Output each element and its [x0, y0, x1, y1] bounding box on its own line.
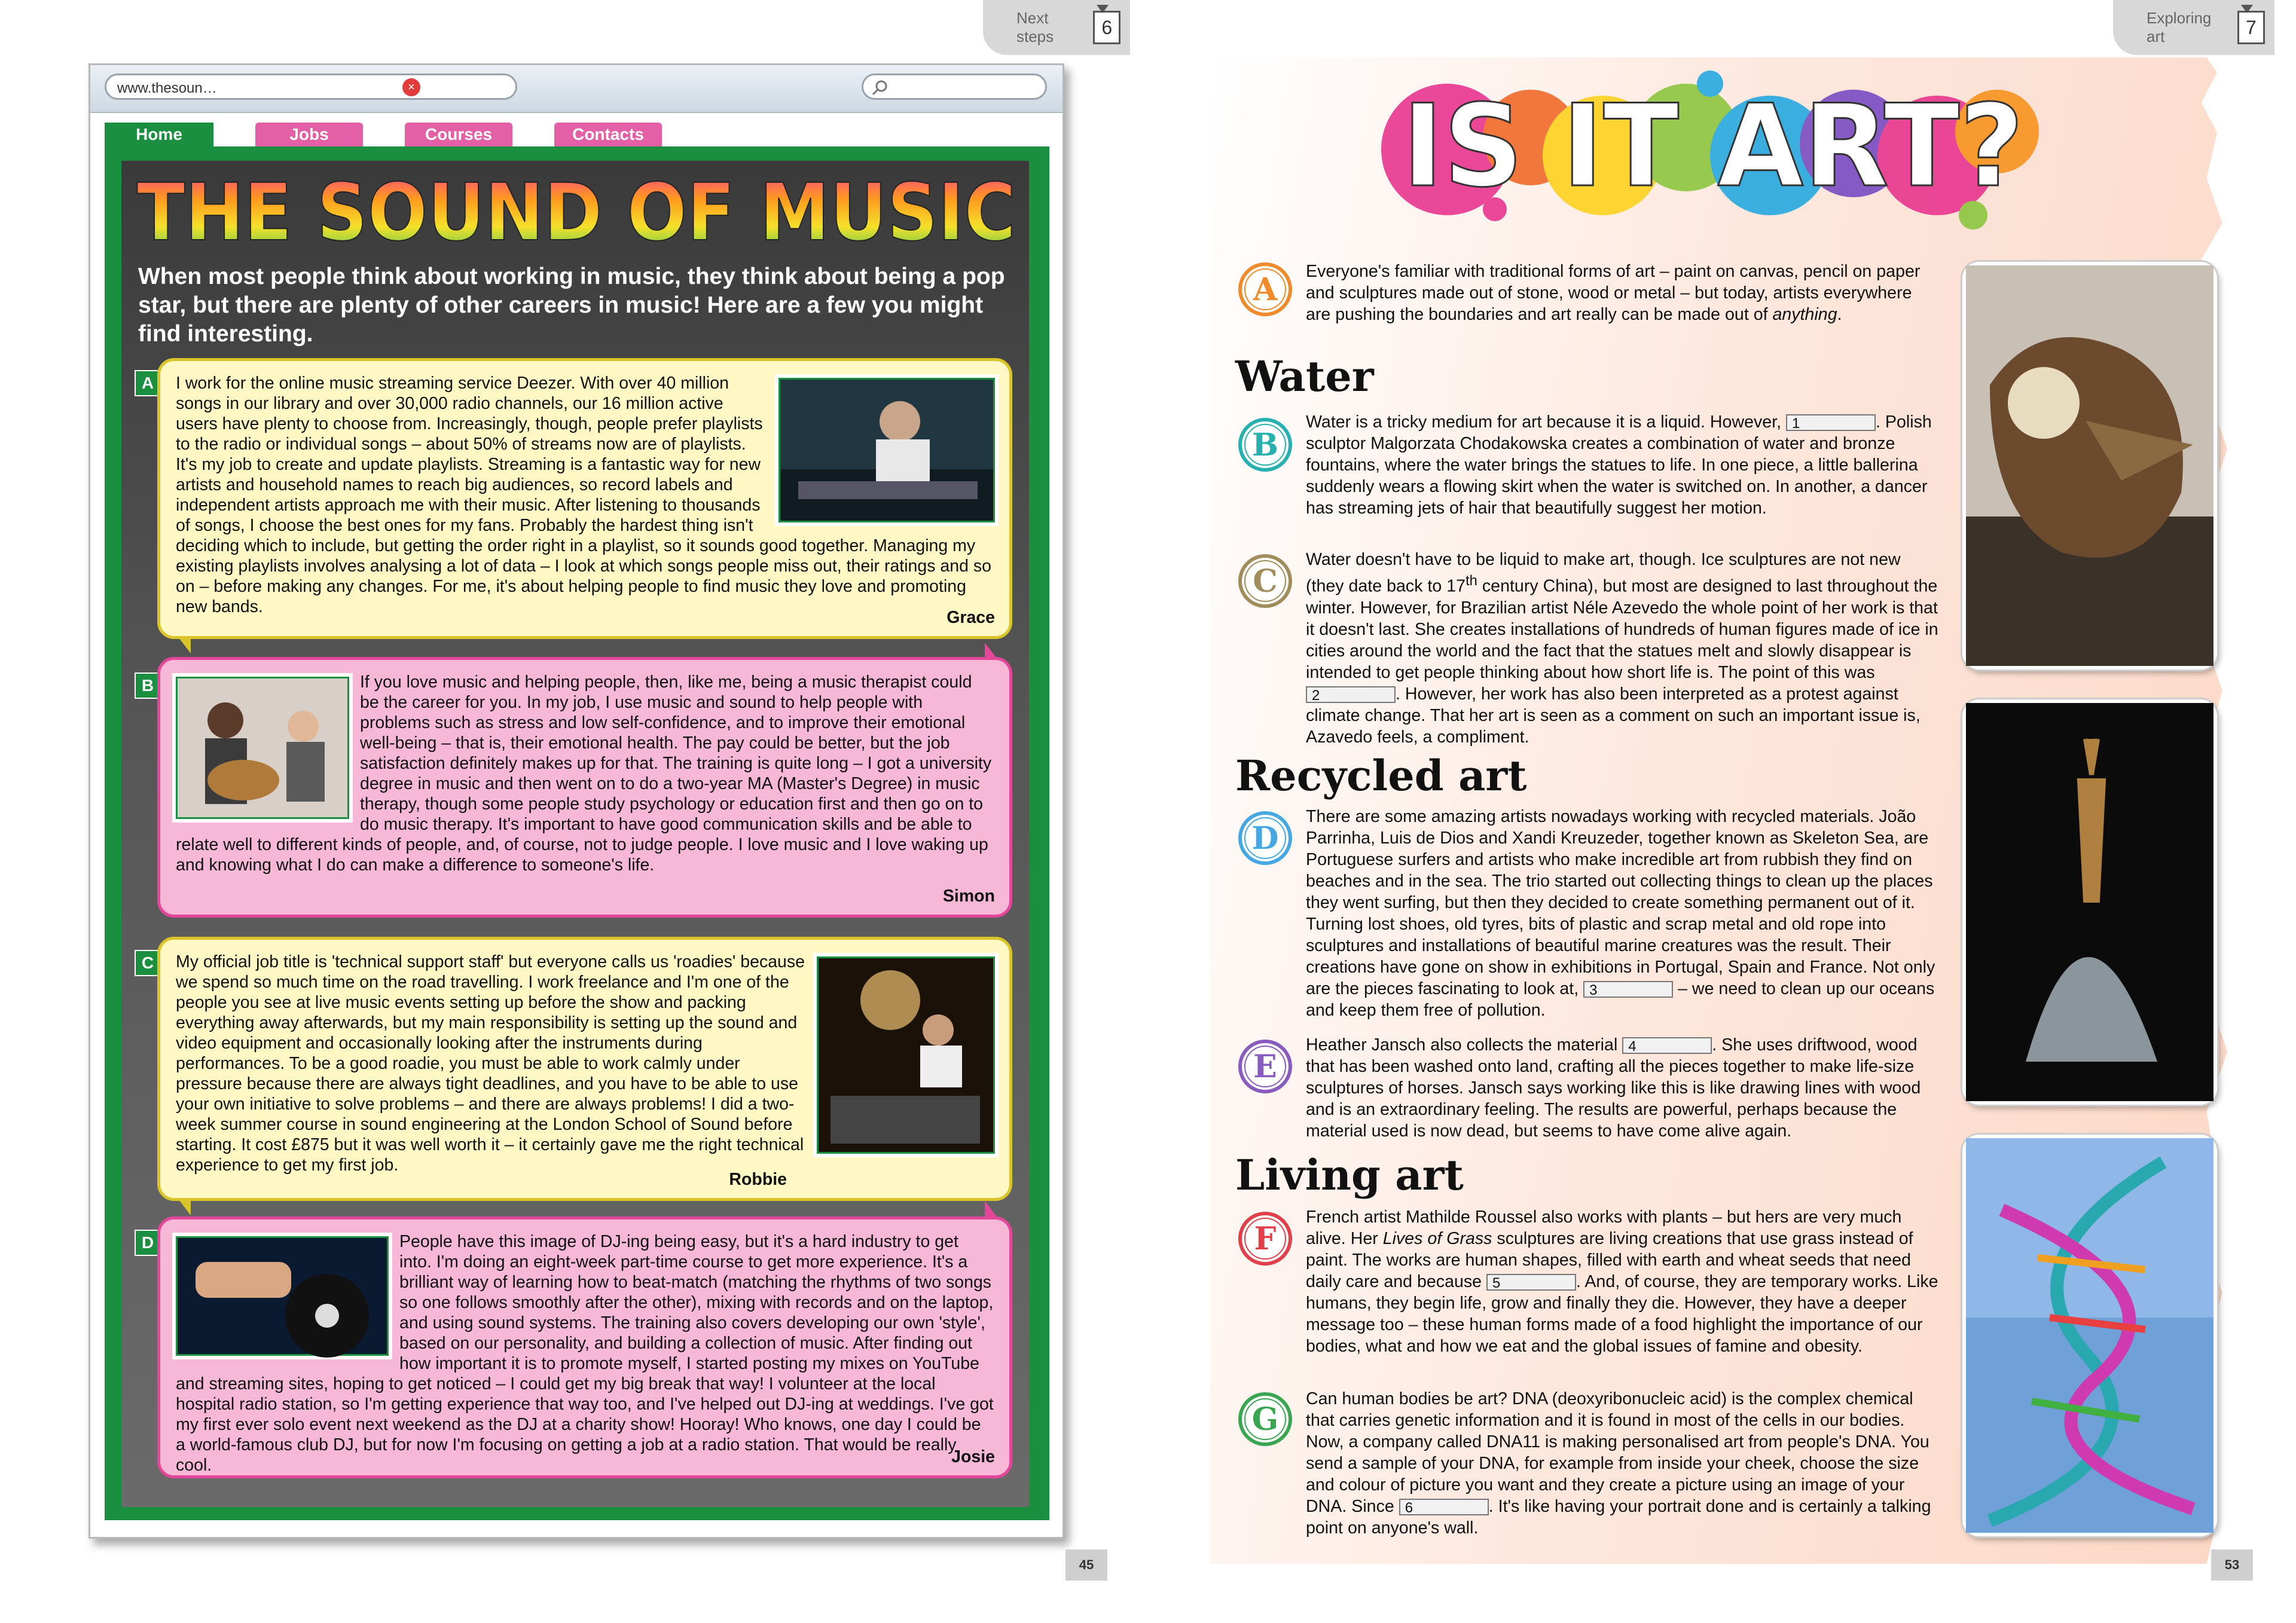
post-c-author: Robbie — [729, 1170, 787, 1189]
paragraph-b: Water is a tricky medium for art because it is a liquid. However, 1 . Polish sculptor Malgorzata Chodakowska creates a combination of water and bronze fountains, where the water brings the statues to life. In one piece, a little ballerina suddenly wears a flowing skirt when the water is switched on. In another, a dancer has streaming jets of hair that beautifully suggest her motion. — [1306, 412, 1932, 518]
post-label-d: D — [135, 1230, 161, 1256]
post-b-text: If you love music and helping people, then, like me, being a music therapist could be the career for you. In my job, I use music and sound to help people with problems such as stress and low self-confidence, and to improve their emotional well-being – that is, their emotional health. The pay could be better, but the job satisfaction definitely makes up for that. The training is quite long – I got a university degree in music and then went on to do a two-year MA (Master's Degree) in music therapy, though some people study psychology or education first and then go on to do music therapy. It's important to have good communication skills and be able to relate well to different kinds of people, and, of course, not to judge people. I love music and I love waking up and knowing what I do can make a difference to someone's life. — [176, 673, 992, 875]
svg-text:THE SOUND OF MUSIC: THE SOUND OF MUSIC — [137, 167, 1016, 259]
close-icon[interactable]: × — [402, 78, 420, 96]
letter-a-icon — [1236, 261, 1294, 318]
svg-text:B: B — [1252, 427, 1278, 463]
post-label-b: B — [135, 673, 161, 699]
speech-tail — [179, 638, 191, 653]
svg-text:F: F — [1254, 1221, 1277, 1257]
nav-tab-jobs[interactable]: Jobs — [255, 123, 363, 146]
photo-dna-sculpture — [1962, 1135, 2217, 1536]
page-number-left: 45 — [1065, 1549, 1107, 1581]
letter-f-icon — [1236, 1210, 1294, 1267]
svg-text:C: C — [1253, 563, 1278, 600]
gap-4-input[interactable]: 4 — [1622, 1037, 1712, 1054]
section-heading-living: Living art — [1235, 1150, 1464, 1200]
paragraph-f: French artist Mathilde Roussel also works with plants – but hers are very much alive. Her Lives of Grass sculptures are living creations that use grass instead of paint. The works are human shapes, filled with earth and wheat seeds that need daily care and because 5 . And, of course, they are temporary works. Like humans, they begin life, grow and finally they die. However, they have a deeper message too – these human forms made of a food highlight the importance of our bodies, what and how we eat and the global issues of famine and obesity. — [1306, 1208, 1938, 1356]
post-a — [157, 358, 1012, 639]
nav-tab-home[interactable]: Home — [105, 123, 213, 146]
unit-number: 6 — [1093, 11, 1120, 44]
paragraph-d: There are some amazing artists nowadays working with recycled materials. João Parrinha, Luis de Dios and Xandi Kreuzeder, together known as Skeleton Sea, are Portuguese surfers and artists who make incredible art from rubbish they find on beaches and in the sea. The trio started out collecting things to clean up the places they went surfing, but then they decided to create something permanent out of it. Turning lost shoes, old tyres, bits of plastic and scrap metal and old rope into sculptures and installations of beautiful marine creatures was the result. Their creations have gone on show in exhibitions in Portugal, Spain and France. Not only are the pieces fascinating to look at, 3 – we need to clean up our oceans and keep them free of pollution. — [1306, 807, 1935, 1020]
page-number-right: 53 — [2211, 1549, 2253, 1581]
post-a-author: Grace — [947, 608, 995, 627]
speech-tail — [179, 1200, 191, 1215]
svg-text:G: G — [1251, 1401, 1279, 1438]
post-label-a: A — [135, 370, 161, 396]
nav-tab-courses[interactable]: Courses — [405, 123, 512, 146]
browser-toolbar — [90, 65, 1062, 113]
post-c-text: My official job title is 'technical support staff' but everyone calls us 'roadies' because we spend so much time on the road travelling. I work freelance and I'm one of the people you see at live music events setting up before the show and packing everything away afterwards, but my main responsibility is setting up the sound and video equipment and occasionally looking after the instruments during performances. To be a good roadie, you must be able to work calmly under pressure because there are always tight deadlines, and you have to be able to use your own initiative to solve problems – and there are always problems! I did a two-week summer course in sound engineering at the London School of Sound before starting. It cost £875 but it was well worth it – it certainly gave me the right technical experience to get my first job. — [176, 952, 805, 1175]
svg-text:A: A — [1253, 271, 1278, 308]
page-title — [137, 167, 1016, 259]
photo-music-therapy — [176, 677, 349, 819]
paragraph-g: Can human bodies be art? DNA (deoxyribonucleic acid) is the complex chemical that carries genetic information and it is found in most of the cells in our bodies. Now, a company called DNA11 is making personalised art from people's DNA. You send a sample of your DNA, for example from inside your cheek, choose the size and colour of picture you want and they create a picture using an image of your DNA. Since 6 . It's like having your portrait done and is certainly a talking point on anyone's wall. — [1306, 1389, 1931, 1538]
nav-bar — [105, 123, 704, 146]
section-label: Next steps — [1016, 9, 1054, 45]
svg-text:D: D — [1251, 820, 1279, 857]
post-d-author: Josie — [951, 1447, 995, 1466]
search-icon — [871, 79, 891, 97]
letter-g-icon — [1236, 1390, 1294, 1448]
letter-e-icon — [1236, 1038, 1294, 1095]
gap-6-input[interactable]: 6 — [1399, 1499, 1489, 1515]
paragraph-c: Water doesn't have to be liquid to make art, though. Ice sculptures are not new (they date back to 17th century China), but most are designed to last throughout the winter. However, for Brazilian artist Néle Azevedo the whole point of her work is that it doesn't last. She creates installations of hundreds of human figures made of ice in cities around the world and the fact that the statues melt and slowly disappear is intended to get people thinking about how short life is. The point of this was 2 . However, her work has also been interpreted as a protest against climate change. That her art is seen as a comment on such an important issue is, Azavedo feels, a compliment. — [1306, 550, 1938, 747]
photo-dj — [176, 1236, 389, 1356]
search-input[interactable] — [862, 74, 1047, 100]
post-c — [157, 937, 1012, 1201]
letter-c-icon — [1236, 552, 1294, 610]
gap-5-input[interactable]: 5 — [1486, 1274, 1576, 1291]
post-d — [157, 1217, 1012, 1478]
photo-roadie — [817, 956, 995, 1154]
nav-tab-contacts[interactable]: Contacts — [554, 123, 662, 146]
post-d-text: People have this image of DJ-ing being easy, but it's a hard industry to get into. I'm doing an eight-week part-time course to get more experience. It's a brilliant way of learning how to beat-match (matching the rhythms of two songs so one follows smoothly after the other), mixing with records and on the laptop, and using sound systems. The training also covers developing our own 'style', based on our personality, and building a collection of music. After finding out how important it is to promote myself, I started posting my mixes on YouTube and streaming sites, hoping to get noticed – I could get my big break that way! I volunteer at the local hospital radio station, so I'm getting experience that way too, and I've helped out DJ-ing at weddings. I've got my first ever solo event next weekend as the DJ at a charity show! Hooray! Who knows, one day I could be a world-famous club DJ, but for now I'm focusing on getting a job at a radio station. That would be really cool. — [176, 1232, 994, 1475]
paragraph-a: Everyone's familiar with traditional forms of art – paint on canvas, pencil on paper and sculptures made out of stone, wood or metal – but today, artists everywhere are pushing the boundaries and art really can be made out of anything. — [1306, 262, 1921, 324]
section-heading-recycled: Recycled art — [1235, 751, 1527, 800]
gap-3-input[interactable]: 3 — [1583, 981, 1673, 998]
browser-window — [88, 63, 1064, 1539]
post-a-text: I work for the online music streaming service Deezer. With over 40 million songs in our library and over 30,000 radio channels, our 16 million active users have plenty to choose from. Increasingly, though, people prefer playlists to the radio or individual songs – about 50% of streams now are of playlists. It's my job to create and update playlists. Streaming is a fantastic way for new artists and household names to reach big audiences, so record labels and independent artists approach me with their music. After listening to thousands of songs, I choose the best ones for my fans. Probably the hardest thing isn't deciding which to include, but getting the order right in a playlist, so it sounds good together. Managing my existing playlists involves analysing a lot of data – I look at which songs people miss out, their ratings and so on – before making any changes. For me, it's about helping people to find music they love and promoting new bands. — [176, 374, 991, 616]
intro-text: When most people think about working in music, they think about being a pop star, but there are plenty of other careers in music! Here are a few you might find interesting. — [138, 264, 1005, 347]
photo-water-ballerina — [1962, 699, 2217, 1105]
gap-2-input[interactable]: 2 — [1306, 686, 1396, 703]
speech-tail — [985, 643, 997, 658]
section-heading-water: Water — [1235, 352, 1374, 401]
letter-d-icon — [1236, 809, 1294, 867]
unit-number: 7 — [2237, 11, 2265, 44]
gap-1-input[interactable]: 1 — [1786, 414, 1876, 431]
post-label-c: C — [135, 950, 161, 976]
post-b-author: Simon — [942, 887, 995, 906]
photo-recycled-sculpture — [1962, 262, 2217, 670]
paragraph-e: Heather Jansch also collects the material 4 . She uses driftwood, wood that has been washed onto land, crafting all the pieces together to make life-size sculptures of horses. Jansch says working like this is like drawing lines with wood and is an extraordinary feeling. The results are powerful, perhaps because the material used is now dead, but seems to have come alive again. — [1306, 1035, 1921, 1141]
letter-b-icon — [1236, 416, 1294, 473]
post-b — [157, 657, 1012, 918]
speech-tail — [985, 1201, 997, 1217]
art-title — [1375, 66, 2051, 233]
svg-text:IS IT ART?: IS IT ART? — [1402, 80, 2024, 212]
section-label: Exploring art — [2147, 9, 2212, 45]
header-tab-right — [2113, 0, 2274, 55]
header-tab-left — [983, 0, 1130, 55]
svg-text:E: E — [1253, 1049, 1277, 1085]
address-bar[interactable]: www.thesoun… — [105, 74, 517, 100]
photo-streaming-worker — [778, 378, 995, 522]
